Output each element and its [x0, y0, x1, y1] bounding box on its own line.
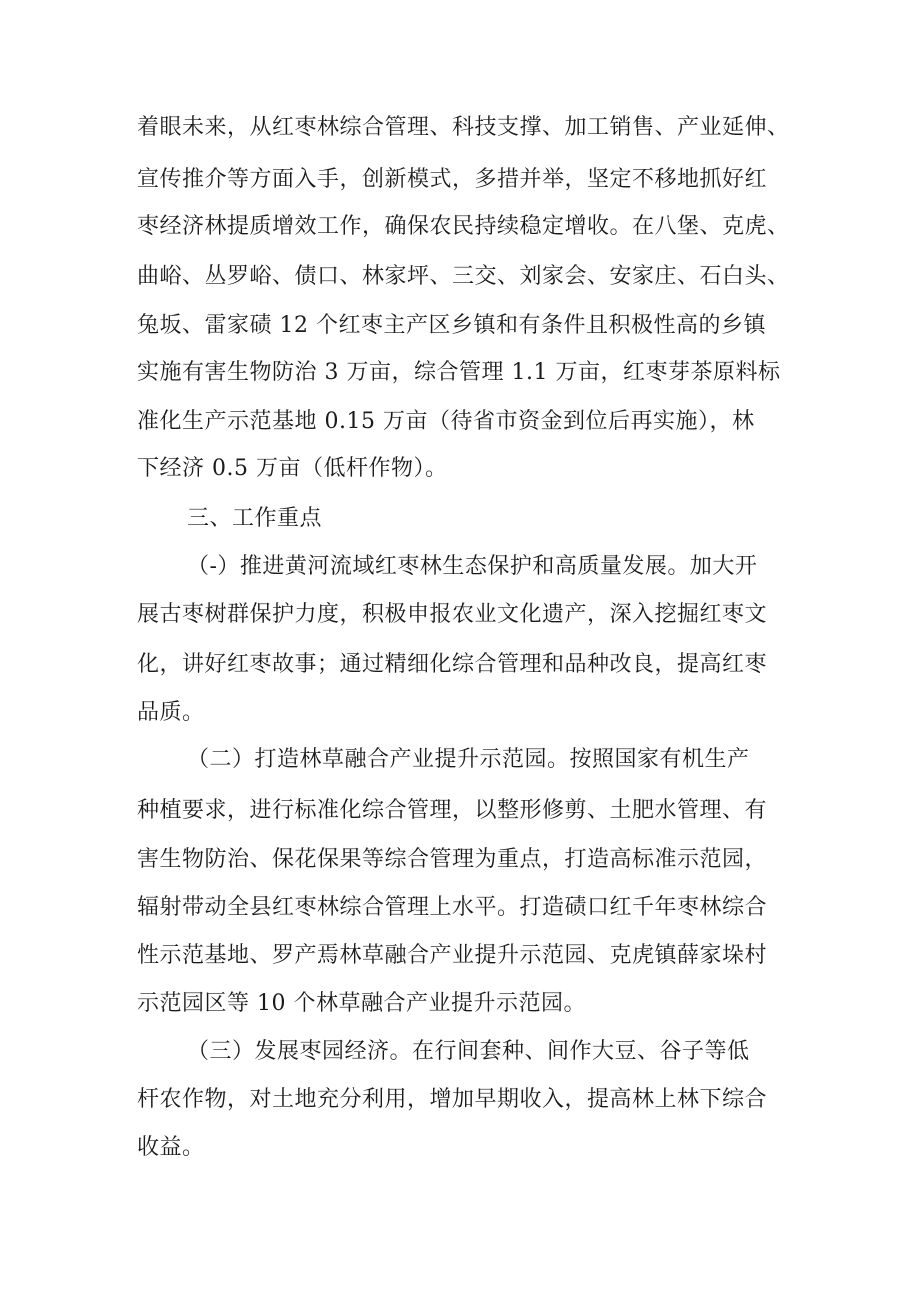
- paragraph-line: 收益。: [137, 1135, 205, 1160]
- paragraph-line: 实施有害生物防治 3 万亩，综合管理 1.1 万亩，红枣芽茶原料标: [137, 360, 781, 385]
- paragraph-line: （二）打造林草融合产业提升示范园。按照国家有机生产: [187, 747, 750, 772]
- paragraph-line: （-）推进黄河流域红枣林生态保护和高质量发展。加大开: [187, 554, 758, 579]
- paragraph-line: 着眼未来，从红枣林综合管理、科技支撑、加工销售、产业延伸、: [137, 115, 790, 140]
- paragraph-line: 兔坂、雷家碛 12 个红枣主产区乡镇和有条件且积极性高的乡镇: [137, 313, 766, 338]
- paragraph-line: 害生物防治、保花保果等综合管理为重点，打造高标准示范园，: [137, 847, 768, 872]
- paragraph-line: 性示范基地、罗产焉林草融合产业提升示范园、克虎镇薛家垛村: [137, 943, 768, 968]
- paragraph-line: 辐射带动全县红枣林综合管理上水平。打造碛口红千年枣林综合: [137, 895, 768, 920]
- paragraph-line: 准化生产示范基地 0.15 万亩（待省市资金到位后再实施），林: [137, 409, 755, 434]
- paragraph-line: 品质。: [137, 700, 205, 725]
- paragraph-line: 宣传推介等方面入手，创新模式，多措并举，坚定不移地抓好红: [137, 167, 768, 192]
- paragraph-line: 种植要求，进行标准化综合管理，以整形修剪、土肥水管理、有: [137, 798, 768, 823]
- paragraph-line: 枣经济林提质增效工作，确保农民持续稳定增收。在八堡、克虎、: [137, 214, 790, 239]
- paragraph-line: 化，讲好红枣故事；通过精细化综合管理和品种改良，提高红枣: [137, 652, 768, 677]
- paragraph-line: 示范园区等 10 个林草融合产业提升示范园。: [137, 991, 586, 1016]
- paragraph-line: 展古枣树群保护力度，积极申报农业文化遗产，深入挖掘红枣文: [137, 602, 768, 627]
- section-heading: 三、工作重点: [187, 506, 323, 531]
- paragraph-line: 杆农作物，对土地充分利用，增加早期收入，提高林上林下综合: [137, 1087, 768, 1112]
- paragraph-line: （三）发展枣园经济。在行间套种、间作大豆、谷子等低: [187, 1039, 750, 1064]
- paragraph-line: 曲峪、丛罗峪、债口、林家坪、三交、刘家会、安家庄、石白头、: [137, 264, 790, 289]
- paragraph-line: 下经济 0.5 万亩（低杆作物）。: [137, 456, 448, 481]
